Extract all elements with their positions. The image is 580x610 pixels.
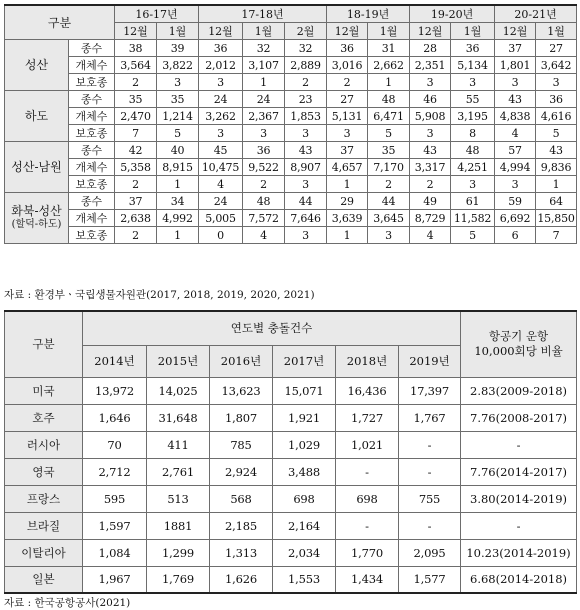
table-cell: 35 [368, 142, 410, 159]
table-cell: 48 [243, 193, 285, 210]
table-cell: 4,992 [157, 210, 199, 227]
table-cell: 17,397 [399, 377, 461, 404]
table-cell: 2,367 [243, 108, 285, 125]
table-cell: 3 [157, 74, 199, 91]
year-header: 2017년 [273, 345, 336, 377]
country-label: 러시아 [5, 431, 83, 458]
table-cell: 32 [243, 40, 285, 57]
table-cell: 1,807 [210, 404, 273, 431]
table-cell: - [336, 512, 399, 539]
month-header: 12월 [327, 23, 368, 40]
ratio-cell: - [461, 512, 577, 539]
country-label: 영국 [5, 458, 83, 485]
table-cell: 3,642 [536, 57, 577, 74]
table-cell: 4 [410, 227, 451, 244]
table-cell: 1,967 [83, 566, 147, 593]
table-cell: 3,195 [451, 108, 495, 125]
table-cell: 9,836 [536, 159, 577, 176]
table-row [5, 193, 577, 210]
table-cell: 32 [285, 40, 327, 57]
table-cell: 1,801 [495, 57, 536, 74]
table2-ratio-header [461, 311, 577, 377]
metric-label: 개체수 [69, 108, 115, 125]
metric-label: 보호종 [69, 176, 115, 193]
metric-label: 개체수 [69, 210, 115, 227]
table-cell: 10,475 [199, 159, 243, 176]
month-header: 1월 [536, 23, 577, 40]
table-cell: 7,170 [368, 159, 410, 176]
table-row [5, 512, 577, 539]
table-cell: 8 [451, 125, 495, 142]
ratio-header-line2: 10,000회당 비율 [474, 344, 563, 359]
table-cell: 4,657 [327, 159, 368, 176]
period-header: 17-18년 [199, 5, 327, 23]
table-cell: 2 [285, 74, 327, 91]
table-row [5, 91, 577, 108]
table-cell: 1,553 [273, 566, 336, 593]
table-cell: 59 [495, 193, 536, 210]
table-cell: 6 [495, 227, 536, 244]
table-cell: 2,351 [410, 57, 451, 74]
table-cell: 785 [210, 431, 273, 458]
bird-strike-table [4, 310, 577, 594]
table-row [5, 57, 577, 74]
table-cell: 1,084 [83, 539, 147, 566]
month-header: 12월 [115, 23, 157, 40]
year-header: 2018년 [336, 345, 399, 377]
table-cell: 43 [285, 142, 327, 159]
metric-label: 개체수 [69, 57, 115, 74]
table-cell: 1881 [147, 512, 210, 539]
table-cell: 37 [495, 40, 536, 57]
table-cell: 2 [243, 176, 285, 193]
table-cell: 2 [115, 74, 157, 91]
table-cell: 2,712 [83, 458, 147, 485]
month-header: 12월 [199, 23, 243, 40]
table-cell: 3 [285, 125, 327, 142]
ratio-cell: - [461, 431, 577, 458]
table-cell: 5,005 [199, 210, 243, 227]
table-cell: 755 [399, 485, 461, 512]
table-cell: 15,071 [273, 377, 336, 404]
table-cell: 35 [115, 91, 157, 108]
month-header: 12월 [495, 23, 536, 40]
table-cell: 1,646 [83, 404, 147, 431]
table-cell: 1 [536, 176, 577, 193]
table-cell: 5,358 [115, 159, 157, 176]
table-row [5, 176, 577, 193]
period-header: 20-21년 [495, 5, 577, 23]
table-cell: 39 [157, 40, 199, 57]
table-row [5, 74, 577, 91]
table-cell: 1,434 [336, 566, 399, 593]
metric-label: 종수 [69, 193, 115, 210]
table-cell: 2,034 [273, 539, 336, 566]
table-cell: 3 [243, 125, 285, 142]
table-cell: 24 [199, 91, 243, 108]
region-subname: (할덕-하도) [11, 219, 62, 231]
table-cell: 2,470 [115, 108, 157, 125]
country-label: 프랑스 [5, 485, 83, 512]
table-cell: 3 [199, 74, 243, 91]
table2-corner-label: 구분 [5, 311, 83, 377]
table-row [5, 458, 577, 485]
table-cell: 5,908 [410, 108, 451, 125]
region-name: 화북-성산 [11, 204, 62, 219]
region-label [5, 91, 69, 142]
table-cell: 5 [536, 125, 577, 142]
table-cell: 1 [157, 176, 199, 193]
table-cell: 3,262 [199, 108, 243, 125]
table-cell: 3 [451, 176, 495, 193]
table-cell: 3 [495, 176, 536, 193]
table-cell: 5 [451, 227, 495, 244]
table-cell: 8,907 [285, 159, 327, 176]
table-cell: 31 [368, 40, 410, 57]
table-cell: 36 [243, 142, 285, 159]
table-cell: 2,012 [199, 57, 243, 74]
table-cell: 2,761 [147, 458, 210, 485]
table-cell: 7 [536, 227, 577, 244]
table2-source-note: 자료 : 한국공항공사(2021) [4, 597, 131, 609]
table-row [5, 108, 577, 125]
period-header: 16-17년 [115, 5, 199, 23]
month-header: 1월 [157, 23, 199, 40]
table-cell: 7 [115, 125, 157, 142]
table-cell: 36 [451, 40, 495, 57]
table-cell: 3,645 [368, 210, 410, 227]
table-cell: 38 [115, 40, 157, 57]
table-cell: 15,850 [537, 211, 575, 225]
table-cell: 16,436 [336, 377, 399, 404]
table-cell: 6,471 [368, 108, 410, 125]
table-cell: 2,164 [273, 512, 336, 539]
table-row [5, 159, 577, 176]
table-cell: 5,131 [327, 108, 368, 125]
table-cell: 3 [495, 74, 536, 91]
ratio-cell: 7.76(2014-2017) [461, 458, 577, 485]
table-cell: 1,577 [399, 566, 461, 593]
period-header: 19-20년 [410, 5, 495, 23]
region-name: 하도 [24, 108, 49, 123]
year-header: 2019년 [399, 345, 461, 377]
table-cell: 4,838 [495, 108, 536, 125]
table-cell: 40 [157, 142, 199, 159]
table-row [5, 210, 577, 227]
table-row [5, 566, 577, 593]
table-cell: 36 [199, 40, 243, 57]
table-cell: 36 [327, 40, 368, 57]
country-label: 호주 [5, 404, 83, 431]
table-cell: 2 [368, 176, 410, 193]
table-cell: 3 [285, 176, 327, 193]
table-cell: 29 [327, 193, 368, 210]
table-cell: 4,616 [536, 108, 577, 125]
table-cell: 3,822 [157, 57, 199, 74]
table-cell: 4,994 [495, 159, 536, 176]
region-label [5, 142, 69, 193]
table-cell: 2 [115, 227, 157, 244]
table-cell: 5,134 [451, 57, 495, 74]
table-cell: 1,770 [336, 539, 399, 566]
table-cell: 2,889 [285, 57, 327, 74]
metric-label: 보호종 [69, 74, 115, 91]
country-label: 일본 [5, 566, 83, 593]
ratio-header-line1: 항공기 운항 [488, 328, 549, 343]
table-cell: 8,915 [157, 159, 199, 176]
table-cell: 9,522 [243, 159, 285, 176]
metric-label: 보호종 [69, 125, 115, 142]
table-cell: 36 [536, 91, 577, 108]
table-cell: 46 [410, 91, 451, 108]
table-cell: 698 [273, 485, 336, 512]
table-row [5, 40, 577, 57]
table-cell: 1,769 [147, 566, 210, 593]
table-cell: 513 [147, 485, 210, 512]
table-cell: 3 [285, 227, 327, 244]
table-cell: 6,692 [495, 210, 536, 227]
month-header: 2월 [285, 23, 327, 40]
table-cell: 2,638 [115, 210, 157, 227]
table-cell: 44 [368, 193, 410, 210]
table-cell: 37 [115, 193, 157, 210]
table-cell: 45 [199, 142, 243, 159]
table-cell: 1,029 [273, 431, 336, 458]
table-row [5, 142, 577, 159]
country-label: 미국 [5, 377, 83, 404]
table-cell: 64 [536, 193, 577, 210]
table-cell: 3 [410, 125, 451, 142]
table-cell: 57 [495, 142, 536, 159]
table-row [5, 227, 577, 244]
year-header: 2015년 [147, 345, 210, 377]
period-header: 18-19년 [327, 5, 410, 23]
country-label: 브라질 [5, 512, 83, 539]
metric-label: 보호종 [69, 227, 115, 244]
month-header: 1월 [243, 23, 285, 40]
table-cell: 1 [243, 74, 285, 91]
table-cell: 1,214 [157, 108, 199, 125]
table-cell: 2,095 [399, 539, 461, 566]
table-cell: 2 [410, 176, 451, 193]
table-cell: 37 [327, 142, 368, 159]
table-cell: 5 [368, 125, 410, 142]
table-cell: 4 [199, 176, 243, 193]
table-cell: 5 [157, 125, 199, 142]
region-name: 성산-남원 [11, 159, 62, 174]
metric-label: 종수 [69, 40, 115, 57]
table-cell: 1,021 [336, 431, 399, 458]
table-cell: 48 [451, 142, 495, 159]
table-cell: 8,729 [410, 210, 451, 227]
table-cell: 27 [536, 40, 577, 57]
month-header: 12월 [410, 23, 451, 40]
metric-label: 개체수 [69, 159, 115, 176]
bird-survey-table [4, 4, 577, 244]
metric-label: 종수 [69, 142, 115, 159]
table-cell: 2,924 [210, 458, 273, 485]
table-cell: 7,572 [243, 210, 285, 227]
table-cell: 11,582 [451, 210, 495, 227]
region-label [5, 193, 69, 244]
table-cell: 28 [410, 40, 451, 57]
table-cell: 14,025 [147, 377, 210, 404]
month-header: 1월 [451, 23, 495, 40]
table-cell: 1 [327, 176, 368, 193]
table-cell: 3 [536, 74, 577, 91]
table-cell: 55 [451, 91, 495, 108]
table-cell: 3,564 [115, 57, 157, 74]
table-cell: - [399, 431, 461, 458]
table-cell: 1,921 [273, 404, 336, 431]
table-cell: 24 [243, 91, 285, 108]
table-cell: 23 [285, 91, 327, 108]
table-cell: 13,972 [83, 377, 147, 404]
table-cell: 698 [336, 485, 399, 512]
table-cell: 0 [199, 227, 243, 244]
region-label [5, 40, 69, 91]
table-cell: 24 [199, 193, 243, 210]
table-cell: 3 [410, 74, 451, 91]
table-cell: 1 [368, 74, 410, 91]
table-cell: 42 [115, 142, 157, 159]
table-cell: 568 [210, 485, 273, 512]
year-header: 2016년 [210, 345, 273, 377]
table-cell: - [336, 458, 399, 485]
table-cell: 27 [327, 91, 368, 108]
table-cell: 43 [495, 91, 536, 108]
table-row [5, 377, 577, 404]
table-cell: 31,648 [147, 404, 210, 431]
table-cell: 13,623 [210, 377, 273, 404]
table-cell: 7,646 [285, 210, 327, 227]
ratio-cell: 3.80(2014-2019) [461, 485, 577, 512]
table-cell: 34 [157, 193, 199, 210]
region-name: 성산 [24, 57, 49, 72]
table-cell: 1,626 [210, 566, 273, 593]
table-cell: 43 [536, 142, 577, 159]
table-cell: 43 [410, 142, 451, 159]
ratio-cell: 6.68(2014-2018) [461, 566, 577, 593]
table-cell: 49 [410, 193, 451, 210]
table-cell: 61 [451, 193, 495, 210]
table-cell: - [399, 512, 461, 539]
table-cell: 3,016 [327, 57, 368, 74]
metric-label: 종수 [69, 91, 115, 108]
ratio-cell: 7.76(2008-2017) [461, 404, 577, 431]
country-label: 이탈리아 [5, 539, 83, 566]
ratio-cell: 2.83(2009-2018) [461, 377, 577, 404]
table-cell: 2 [115, 176, 157, 193]
table-row [5, 125, 577, 142]
table-cell: 2,185 [210, 512, 273, 539]
table-cell: 1 [157, 227, 199, 244]
table-cell: 1,767 [399, 404, 461, 431]
table-cell: 3 [451, 74, 495, 91]
table-cell: 3,317 [410, 159, 451, 176]
table-cell: 35 [157, 91, 199, 108]
table-cell: 2,662 [368, 57, 410, 74]
table-cell: 44 [285, 193, 327, 210]
table-cell: 3,107 [243, 57, 285, 74]
table-cell: 2 [327, 74, 368, 91]
table-cell: 4 [495, 125, 536, 142]
table-cell: 411 [147, 431, 210, 458]
table2-group-header: 연도별 충돌건수 [83, 311, 461, 345]
table-cell: 3,488 [273, 458, 336, 485]
table-cell: 3 [199, 125, 243, 142]
table-row [5, 431, 577, 458]
table-cell: 3 [327, 125, 368, 142]
table-cell: 1,727 [336, 404, 399, 431]
table-cell: 1,597 [83, 512, 147, 539]
table-cell: 595 [83, 485, 147, 512]
table-cell: 1,853 [285, 108, 327, 125]
table-cell: 48 [368, 91, 410, 108]
table1-corner-label: 구분 [5, 5, 115, 40]
table-cell: 3,639 [327, 210, 368, 227]
table-cell: 3 [368, 227, 410, 244]
year-header: 2014년 [83, 345, 147, 377]
table-cell: 4,251 [451, 159, 495, 176]
table-cell: 1 [327, 227, 368, 244]
table-row [5, 485, 577, 512]
table-cell: - [399, 458, 461, 485]
table-cell: 70 [83, 431, 147, 458]
table1-source-note: 자료 : 환경부ㆍ국립생물자원관(2017, 2018, 2019, 2020, 2021) [4, 289, 315, 301]
table-cell: 1,299 [147, 539, 210, 566]
table-row [5, 404, 577, 431]
month-header: 1월 [368, 23, 410, 40]
ratio-cell: 10.23(2014-2019) [461, 539, 577, 566]
table-cell: 4 [243, 227, 285, 244]
table-row [5, 539, 577, 566]
table-cell: 1,313 [210, 539, 273, 566]
